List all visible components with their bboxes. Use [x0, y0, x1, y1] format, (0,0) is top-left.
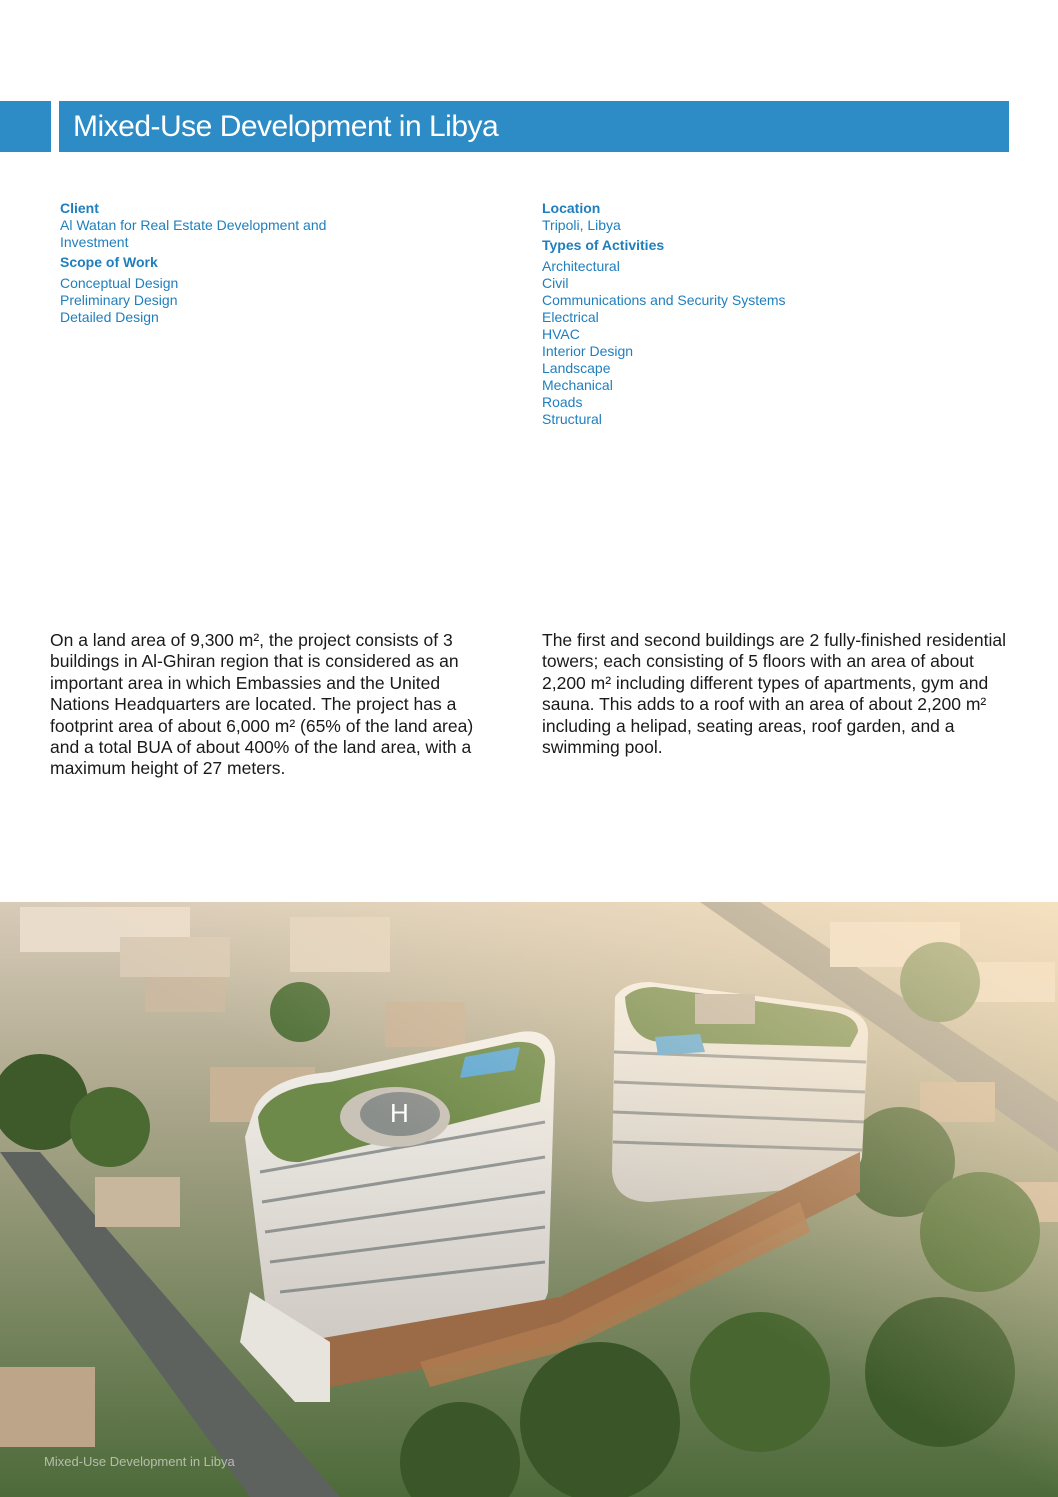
- activity-item: Landscape: [542, 360, 611, 376]
- activity-item: Communications and Security Systems: [542, 292, 786, 308]
- activity-item: Civil: [542, 275, 569, 291]
- header-accent-tab: [0, 101, 51, 152]
- activity-item: Structural: [542, 411, 602, 427]
- activity-item: Architectural: [542, 258, 620, 274]
- footer-caption: Mixed-Use Development in Libya: [44, 1454, 235, 1469]
- project-details-right: [542, 200, 862, 428]
- project-details-left: [60, 200, 360, 326]
- description-paragraph-left: On a land area of 9,300 m², the project consists of 3 buildings in Al-Ghiran region that is considered as an important area in which Embassies and the United Nations Headquarters are located. The project has a footprint area of about 6,000 m² (65% of the land area) and a total BUA of about 400% of the land area, with a maximum height of 27 meters.: [50, 630, 474, 779]
- scope-item: Conceptual Design: [60, 275, 179, 291]
- scope-item: Detailed Design: [60, 309, 159, 325]
- activity-item: HVAC: [542, 326, 580, 342]
- activity-item: Mechanical: [542, 377, 613, 393]
- title-bar: [59, 101, 1009, 152]
- activity-item: Interior Design: [542, 343, 634, 359]
- description-paragraph-right: The first and second buildings are 2 fully-finished residential towers; each consisting of 5 floors with an area of about 2,200 m² including different types of apartments, gym and sauna. This adds to a roof with an area of about 2,200 m² including a helipad, seating areas, roof garden, and a swimming pool.: [542, 630, 1007, 758]
- location-value: Tripoli, Libya: [542, 217, 621, 233]
- activity-item: Electrical: [542, 309, 599, 325]
- activities-label: Types of Activities: [542, 237, 665, 253]
- client-label: Client: [60, 200, 99, 216]
- page-title: Mixed-Use Development in Libya: [73, 110, 499, 143]
- location-label: Location: [542, 200, 601, 216]
- client-value: Al Watan for Real Estate Development and Investment: [60, 217, 327, 250]
- scope-item: Preliminary Design: [60, 292, 178, 308]
- activity-item: Roads: [542, 394, 583, 410]
- scope-label: Scope of Work: [60, 254, 158, 270]
- project-rendering-image: [0, 902, 1058, 1497]
